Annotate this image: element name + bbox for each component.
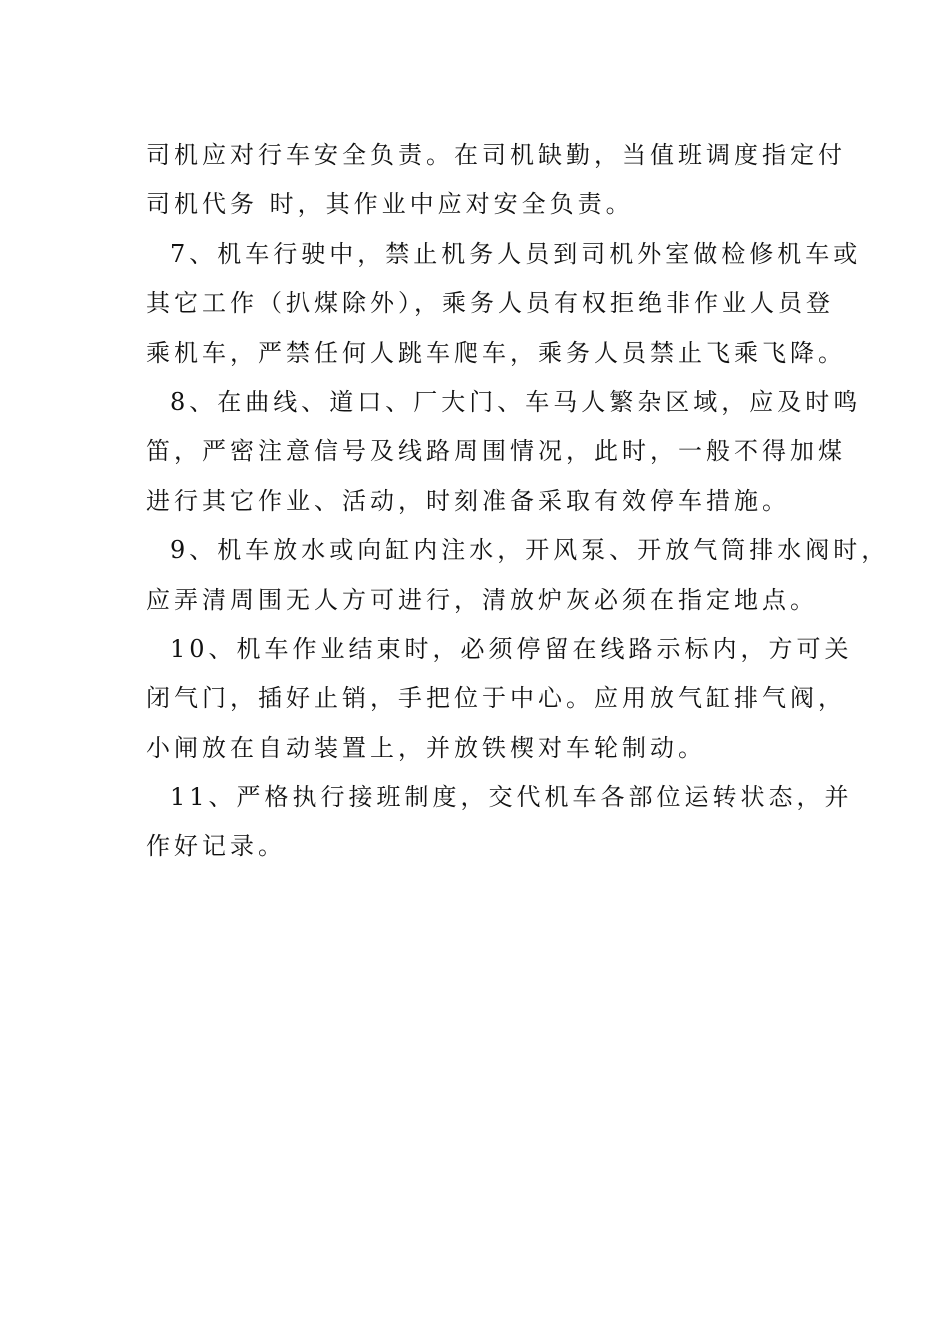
- text-line: 闭气门，插好止销，手把位于中心。应用放气缸排气阀，: [146, 684, 846, 713]
- paragraph-8-line: 8、在曲线、道口、厂大门、车马人繁杂区域，应及时鸣: [170, 387, 862, 416]
- text-line: 司机应对行车安全负责。在司机缺勤，当值班调度指定付: [146, 141, 846, 169]
- document-body: [146, 131, 890, 872]
- text-line: 笛，严密注意信号及线路周围情况，此时，一般不得加煤: [146, 437, 846, 466]
- text-line: 其它工作（扒煤除外），乘务人员有权拒绝非作业人员登: [146, 289, 834, 318]
- text-line: 乘机车，严禁任何人跳车爬车，乘务人员禁止飞乘飞降。: [146, 338, 846, 367]
- text-line: 司机代务 时，其作业中应对安全负责。: [146, 190, 634, 219]
- paragraph-11-line: 11、严格执行接班制度，交代机车各部位运转状态，并: [170, 783, 853, 812]
- paragraph-10-line: 10、机车作业结束时，必须停留在线路示标内，方可关: [170, 634, 853, 663]
- text-line: 小闸放在自动装置上，并放铁楔对车轮制动。: [146, 733, 706, 762]
- text-line: 作好记录。: [146, 832, 286, 861]
- paragraph-9-line: 9、机车放水或向缸内注水，开风泵、开放气筒排水阀时，: [170, 536, 890, 565]
- text-line: 进行其它作业、活动，时刻准备采取有效停车措施。: [146, 486, 790, 515]
- paragraph-7-line: 7、机车行驶中，禁止机务人员到司机外室做检修机车或: [170, 239, 862, 268]
- text-line: 应弄清周围无人方可进行，清放炉灰必须在指定地点。: [146, 585, 818, 614]
